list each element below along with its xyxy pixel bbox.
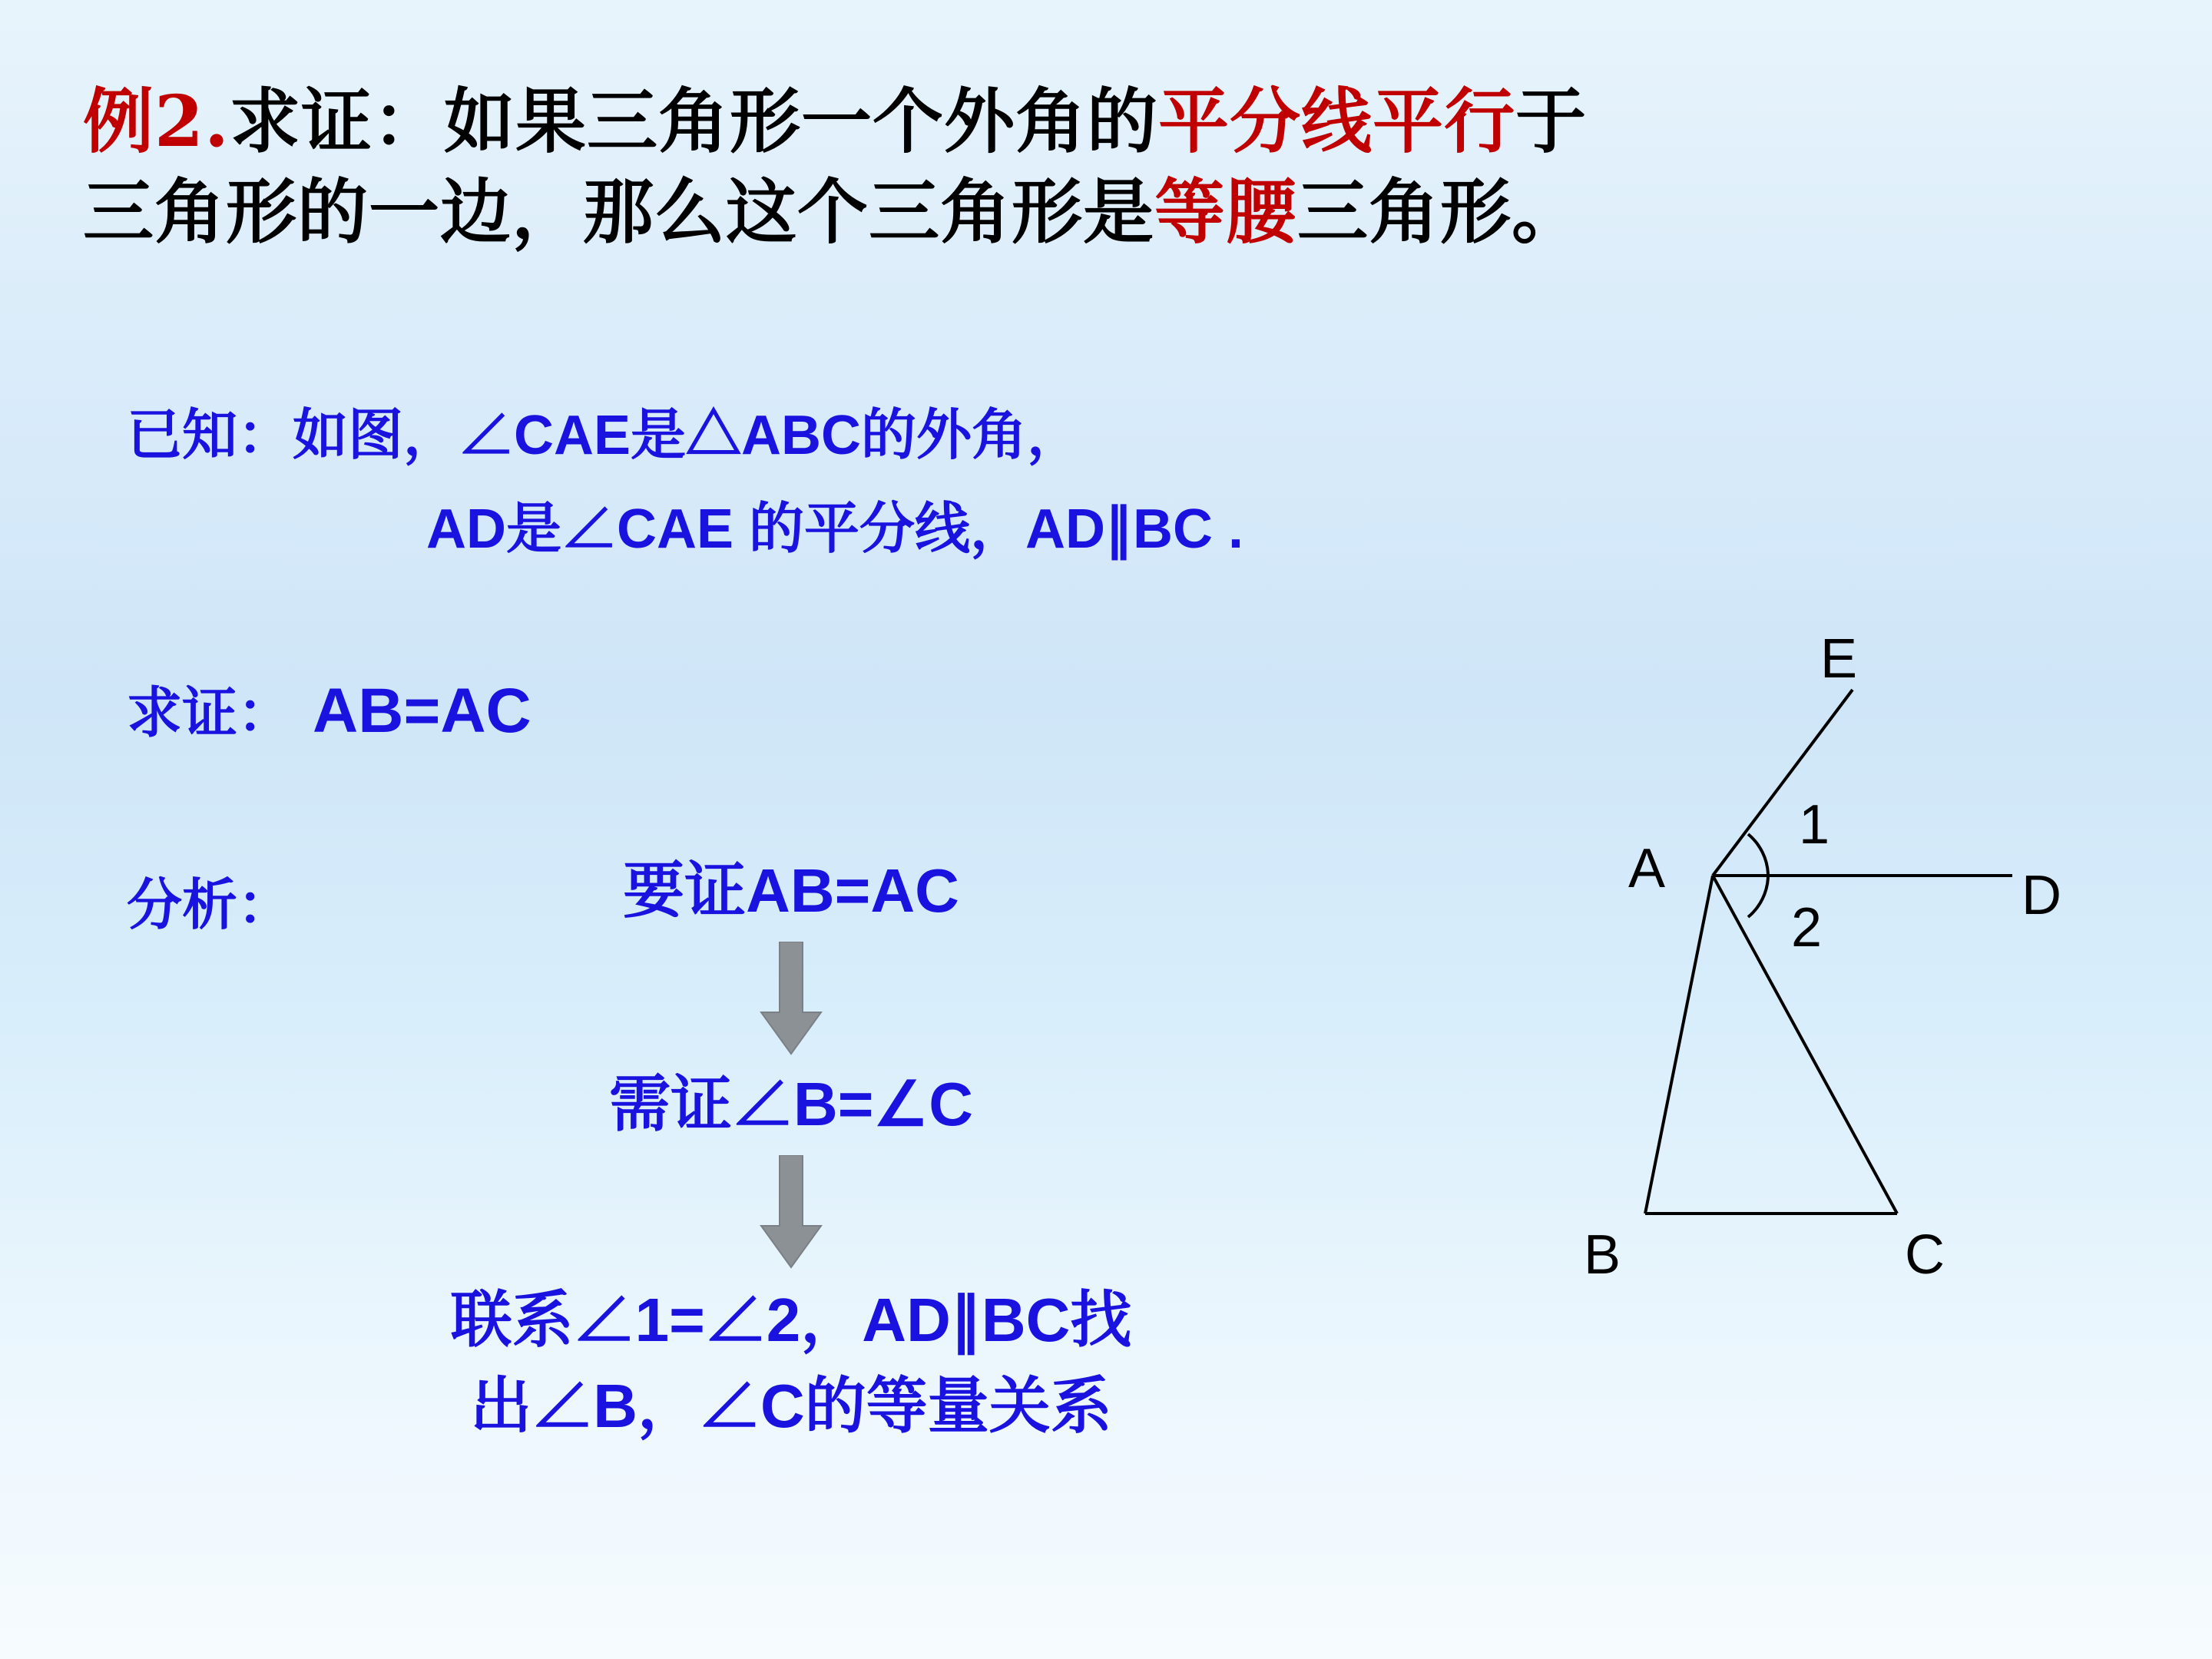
analysis-step-1: 要证AB=AC xyxy=(623,856,959,925)
figure-label-D: D xyxy=(2022,865,2061,926)
title-line-2-suffix: 三角形。 xyxy=(1297,170,1584,253)
figure-label-E: E xyxy=(1820,628,1858,690)
given-block xyxy=(127,393,1243,571)
title-line-1 xyxy=(83,77,2141,167)
prove-label: 求证： xyxy=(127,680,293,745)
title-line-1-suffix: 于 xyxy=(1515,80,1588,163)
figure-label-A: A xyxy=(1628,838,1666,899)
title-highlight-bisector: 平分线 xyxy=(1158,80,1373,163)
triangle-abc-exterior-angle-figure xyxy=(1584,628,2151,1467)
analysis-steps xyxy=(253,854,1329,1446)
prove-block xyxy=(127,668,531,748)
page-title xyxy=(83,77,2141,258)
prove-value: AB=AC xyxy=(313,676,531,746)
example-label: 例2. xyxy=(83,80,230,163)
figure-label-B: B xyxy=(1584,1224,1621,1286)
down-arrow-icon xyxy=(758,942,824,1057)
title-line-2-prefix: 三角形的一边，那么这个三角形是 xyxy=(83,170,1155,253)
analysis-step-2: 需证∠B=∠C xyxy=(609,1070,973,1138)
analysis-label: 分析： xyxy=(127,872,293,937)
given-label: 已知： xyxy=(127,402,293,467)
analysis-step-3-line-2: 出∠B，∠C的等量关系 xyxy=(470,1372,1112,1441)
title-line-1-prefix: 求证：如果三角形一个外角的 xyxy=(230,80,1159,163)
given-line-1 xyxy=(127,393,1243,477)
figure-label-angle-2: 2 xyxy=(1791,897,1823,959)
figure-label-angle-1: 1 xyxy=(1799,794,1830,856)
analysis-step-3-line-1: 联系∠1=∠2，AD∥BC找 xyxy=(450,1286,1132,1354)
title-highlight-parallel: 平行 xyxy=(1373,80,1516,163)
down-arrow-icon-2 xyxy=(758,1155,824,1270)
title-highlight-isosceles: 等腰 xyxy=(1154,170,1298,253)
figure-label-C: C xyxy=(1905,1224,1945,1286)
figure-drawing xyxy=(1598,676,2151,1467)
title-line-2 xyxy=(83,167,2141,258)
given-line-1-text: 如图，∠CAE是△ABC的外角， xyxy=(293,405,1083,466)
given-line-2-text: AD是∠CAE 的平分线，AD∥BC . xyxy=(426,498,1244,560)
